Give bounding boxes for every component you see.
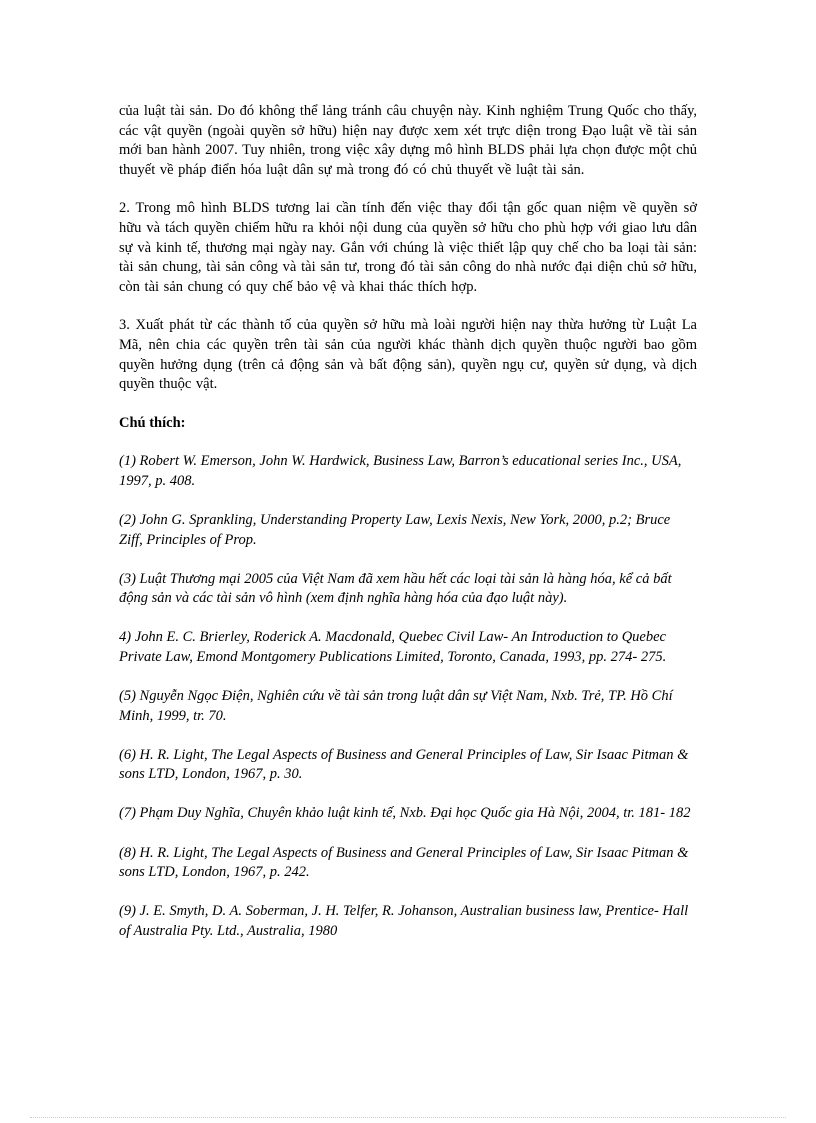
- body-paragraph-2: 2. Trong mô hình BLDS tương lai cần tính đến việc thay đổi tận gốc quan niệm về quyền sở hữu và tách quyền chiếm hữu ra khỏi nội dung của quyền sở hữu cho phù hợp với giao lưu dân sự và kinh tế, thương mại ngày nay. Gắn với chúng là việc thiết lập quy chế cho ba loại tài sản: tài sản chung, tài sản công và tài sản tư, trong đó tài sản công do nhà nước đại diện chủ sở hữu, còn tài sản chung có quy chế bảo vệ và khai thác thích hợp.: [119, 200, 697, 295]
- footnote-1: (1) Robert W. Emerson, John W. Hardwick, Business Law, Barron’s educational series Inc., USA, 1997, p. 408.: [119, 453, 682, 489]
- footnote-6: (6) H. R. Light, The Legal Aspects of Business and General Principles of Law, Sir Isaac Pitman & sons LTD, London, 1967, p. 30.: [119, 746, 689, 783]
- footnote-9: (9) J. E. Smyth, D. A. Soberman, J. H. Telfer, R. Johanson, Australian business law, Prentice- Hall of Australia Pty. Ltd., Australia, 1980: [119, 903, 689, 939]
- footnote-2: (2) John G. Sprankling, Understanding Property Law, Lexis Nexis, New York, 2000, p.2; Bruce Ziff, Principles of Prop.: [119, 512, 671, 548]
- page-bottom-divider: [30, 1117, 786, 1118]
- footnote-8: (8) H. R. Light, The Legal Aspects of Business and General Principles of Law, Sir Isaac Pitman & sons LTD, London, 1967, p. 242.: [119, 844, 689, 881]
- footnote-4: 4) John E. C. Brierley, Roderick A. Macdonald, Quebec Civil Law- An Introduction to Quebec Private Law, Emond Montgomery Publications Limited, Toronto, Canada, 1993, pp. 274- 275.: [119, 629, 667, 665]
- document-page: [119, 102, 697, 961]
- notes-heading: Chú thích:: [119, 414, 186, 431]
- body-paragraph-3: 3. Xuất phát từ các thành tố của quyền sở hữu mà loài người hiện nay thừa hưởng từ Luật La Mã, nên chia các quyền trên tài sản của người khác thành dịch quyền thuộc người bao gồm quyền hưởng dụng (trên cả động sản và bất động sản), quyền ngụ cư, quyền sử dụng, và dịch quyền thuộc vật.: [119, 317, 697, 393]
- footnote-7: (7) Phạm Duy Nghĩa, Chuyên khảo luật kinh tế, Nxb. Đại học Quốc gia Hà Nội, 2004, tr. 181- 182: [119, 805, 691, 822]
- footnote-3: (3) Luật Thương mại 2005 của Việt Nam đã xem hầu hết các loại tài sản là hàng hóa, kể cả bất động sản và các tài sản vô hình (xem định nghĩa hàng hóa của đạo luật này).: [119, 570, 672, 607]
- footnote-5: (5) Nguyễn Ngọc Điện, Nghiên cứu về tài sản trong luật dân sự Việt Nam, Nxb. Trẻ, TP. Hồ Chí Minh, 1999, tr. 70.: [119, 688, 673, 724]
- body-paragraph-1: của luật tài sản. Do đó không thể lảng tránh câu chuyện này. Kinh nghiệm Trung Quốc cho thấy, các vật quyền (ngoài quyền sở hữu) hiện nay được xem xét trực diện trong Đạo luật về tài sản mới ban hành 2007. Tuy nhiên, trong việc xây dựng mô hình BLDS phải lựa chọn được một chủ thuyết về pháp điển hóa luật dân sự mà trong đó có chủ thuyết về luật tài sản.: [119, 103, 697, 178]
